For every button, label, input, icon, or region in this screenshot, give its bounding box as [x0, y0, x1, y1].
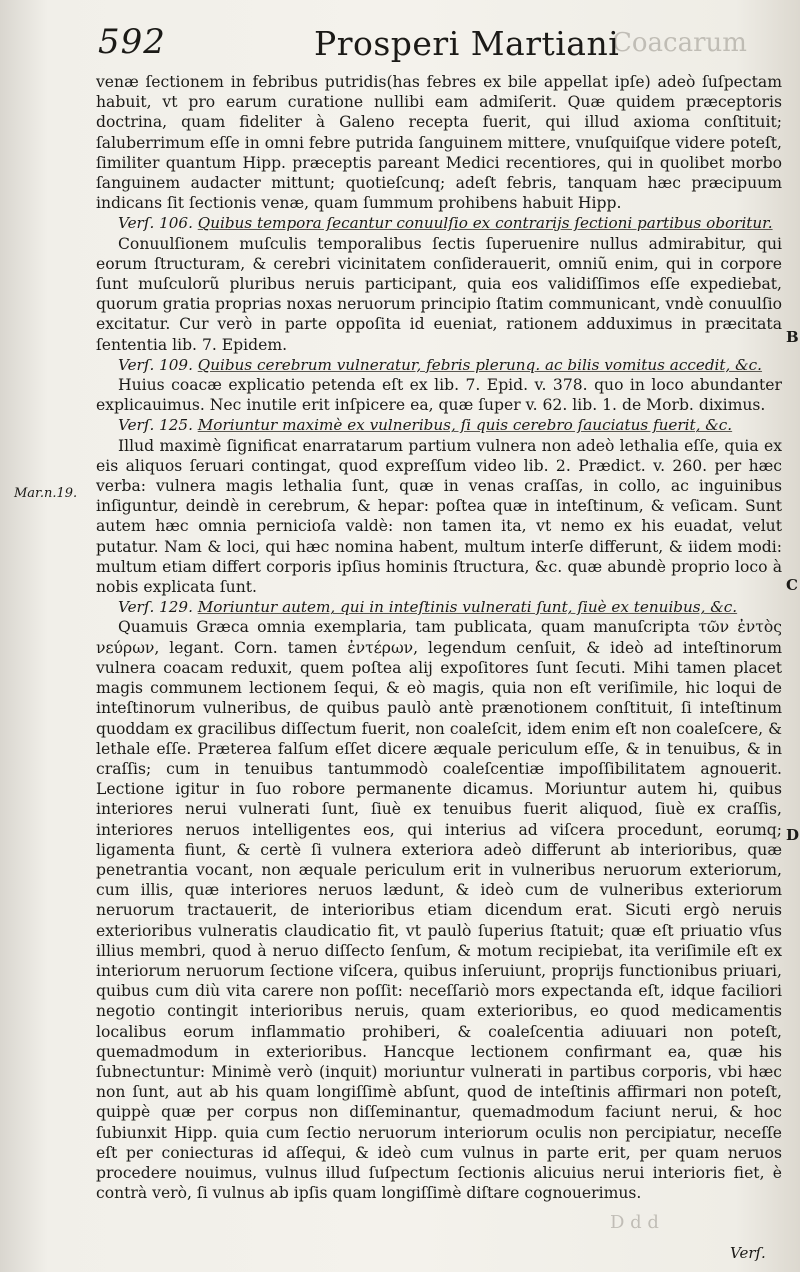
paragraph: Conuulſionem muſculis temporalibus ſectis ſuperuenire nullus admirabitur, qui eorum ſtructuram, & cerebri vicinitatem conſiderauerit, omniũ enim, qui in corpore ſunt muſculorũ pluribus neruis participant, quia eos validiſſimos eſſe expediebat, quorum gratia proprias noxas neruorum principio ſtatim communicant, vndè conuulſio excitatur. Cur verò in parte oppoſita id eueniat, rationem adduximus in præcitata ſententia lib. 7. Epidem.: [96, 234, 782, 354]
paragraph: Quamuis Græca omnia exemplaria, tam publicata, quam manuſcripta τῶν ἐντὸς νεύρων, legant. Corn. tamen ἐντέρων, legendum cenſuit, & ideò ad inteſtinorum vulnera coacam reduxit, quem poſtea alij expoſitores ſunt ſecuti. Mihi tamen placet magis communem lectionem ſequi, & eò magis, quia non eſt veriſimile, hic loqui de inteſtinorum vulneribus, de quibus paulò antè prænotionem conſtituit, ſi inteſtinum quoddam ex gracilibus diſſectum fuerit, non coaleſcit, idem enim eſt non coaleſcere, & lethale eſſe. Præterea falſum eſſet dicere æquale periculum eſſe, & in tenuibus, & in craſſis; cum in tenuibus tantummodò coaleſcentiæ impoſſibilitatem agnouerit. Lectione igitur in ſuo robore permanente dicamus. Moriuntur autem hi, quibus interiores nerui vulnerati ſunt, ſiuè ex tenuibus fuerit aliquod, ſiuè ex craſſis, interiores neruos intelligentes eos, qui interius ad viſcera procedunt, eorumq; ligamenta fiunt, & certè ſi vulnera exteriora adeò differunt ab interioribus, quæ penetrantia vocant, non æquale periculum erit in vulneribus neruorum exteriorum, cum illis, quæ interiores neruos lædunt, & ideò cum de vulneribus exteriorum neruorum tractauerit, de interioribus etiam dicendum erat. Sicuti ergò neruis exterioribus vulneratis claudicatio fit, vt paulò ſuperius ſtatuit; quæ eſt priuatio vſus illius membri, quod à neruo diſſecto ſenſum, & motum recipiebat, ita veriſimile eſt ex interiorum neruorum ſectione viſcera, quibus inſeruiunt, proprijs functionibus priuari, quibus cum diù vita carere non poſſit: neceſſariò mors expectanda eſt, idque faciliori negotio contingit interioribus neruis, quam exterioribus, eo quod medicamentis localibus eorum inflammatio prohiberi, & coaleſcentia adiuuari non poteſt, quemadmodum in exterioribus. Hancque lectionem confirmant ea, quæ his ſubnectuntur: Minimè verò (inquit) moriuntur vulnerati in partibus corporis, vbi hæc non ſunt, aut ab his quam longiſſimè abſunt, quod de inteſtinis affirmari non poteſt, quippè quæ per corpus non diſſeminantur, quemadmodum faciunt nerui, & hoc ſubiunxit Hipp. quia cum ſectio neruorum interiorum oculis non percipiatur, neceſſe eſt per coniecturas id aſſequi, & ideò cum vulnus in parte erit, per quam neruos procedere nouimus, vulnus illud ſuſpectum ſectionis alicuius nerui interioris fiet, è contrà verò, ſi vulnus ab ipſis quam longiſſimè diſtare cognouerimus.: [96, 618, 782, 1203]
verse-lemma: Quibus tempora ſecantur conuulſio ex contrarijs ſectioni partibus oboritur.: [197, 214, 773, 233]
verse-heading: [96, 415, 782, 435]
paragraph: Huius coacæ explicatio petenda eſt ex lib. 7. Epid. v. 378. quo in loco abundanter explicauimus. Nec inutile erit inſpicere ea, quæ ſuper v. 62. lib. 1. de Morb. diximus.: [96, 376, 782, 415]
running-title: Prosperi Martiani: [314, 24, 620, 63]
main-text: [96, 72, 782, 1203]
verse-lemma: Moriuntur maximè ex vulneribus, ſi quis cerebro ſauciatus fuerit, &c.: [197, 416, 733, 435]
verse-reference: Verſ. 106.: [118, 214, 193, 233]
margin-letter-c: C: [786, 576, 798, 594]
verse-reference: Verſ. 109.: [118, 355, 193, 374]
verse-heading: [96, 213, 782, 233]
verse-heading: [96, 355, 782, 375]
page-header: [92, 20, 692, 70]
catchword: Verſ.: [730, 1244, 766, 1262]
paragraph: Illud maximè ſignificat enarratarum partium vulnera non adeò lethalia eſſe, quia ex eis aliquos ſeruari contingat, quod expreſſum video lib. 2. Prædict. v. 260. per hæc verba: vulnera magis lethalia ſunt, quæ in venas craſſas, in collo, ac inguinibus inſiguntur, deindè in cerebrum, & hepar: poſtea quæ in inteſtinum, & veſicam. Sunt autem hæc omnia pernicioſa valdè: non tamen ita, vt nemo ex his euadat, velut putatur. Nam & loci, qui hæc nomina habent, multum interſe differunt, & iidem modi: multum etiam differt corporis ipſius hominis ſtructura, &c. quæ abundè proprio loco à nobis explicata ſunt.: [96, 436, 782, 597]
verse-lemma: Moriuntur autem, qui in inteſtinis vulnerati ſunt, ſiuè ex tenuibus, &c.: [197, 598, 738, 617]
bleed-through-bottom: D d d: [610, 1212, 659, 1233]
verse-reference: Verſ. 125.: [118, 416, 193, 435]
verse-lemma: Quibus cerebrum vulneratur, febris plerunq. ac bilis vomitus accedit, &c.: [197, 355, 763, 374]
verse-heading: [96, 597, 782, 617]
verse-reference: Verſ. 129.: [118, 598, 193, 617]
page-number: 592: [98, 22, 166, 62]
margin-letter-b: B: [786, 328, 799, 346]
margin-letter-d: D: [786, 826, 800, 844]
margin-note: Mar.n.19.: [14, 486, 78, 501]
paragraph: venæ ſectionem in febribus putridis(has febres ex bile appellat ipſe) adeò ſuſpectam habuit, vt pro earum curatione nullibi eam admiſerit. Quæ quidem præceptoris doctrina, quam fideliter à Galeno recepta fuerit, qui illud axioma conſtituit; ſaluberrimum eſſe in omni febre putrida ſanguinem mittere, vnuſquiſque videre poteſt, ſimiliter quantum Hipp. præceptis pareant Medici recentiores, qui in quolibet morbo ſanguinem audacter mittunt; quotieſcunq; adeſt febris, tanquam hæc præcipuum indicans ſit ſectionis venæ, quam ſummum prohibens habuit Hipp.: [96, 73, 782, 213]
bleed-through-top: Coacarum: [612, 28, 747, 58]
